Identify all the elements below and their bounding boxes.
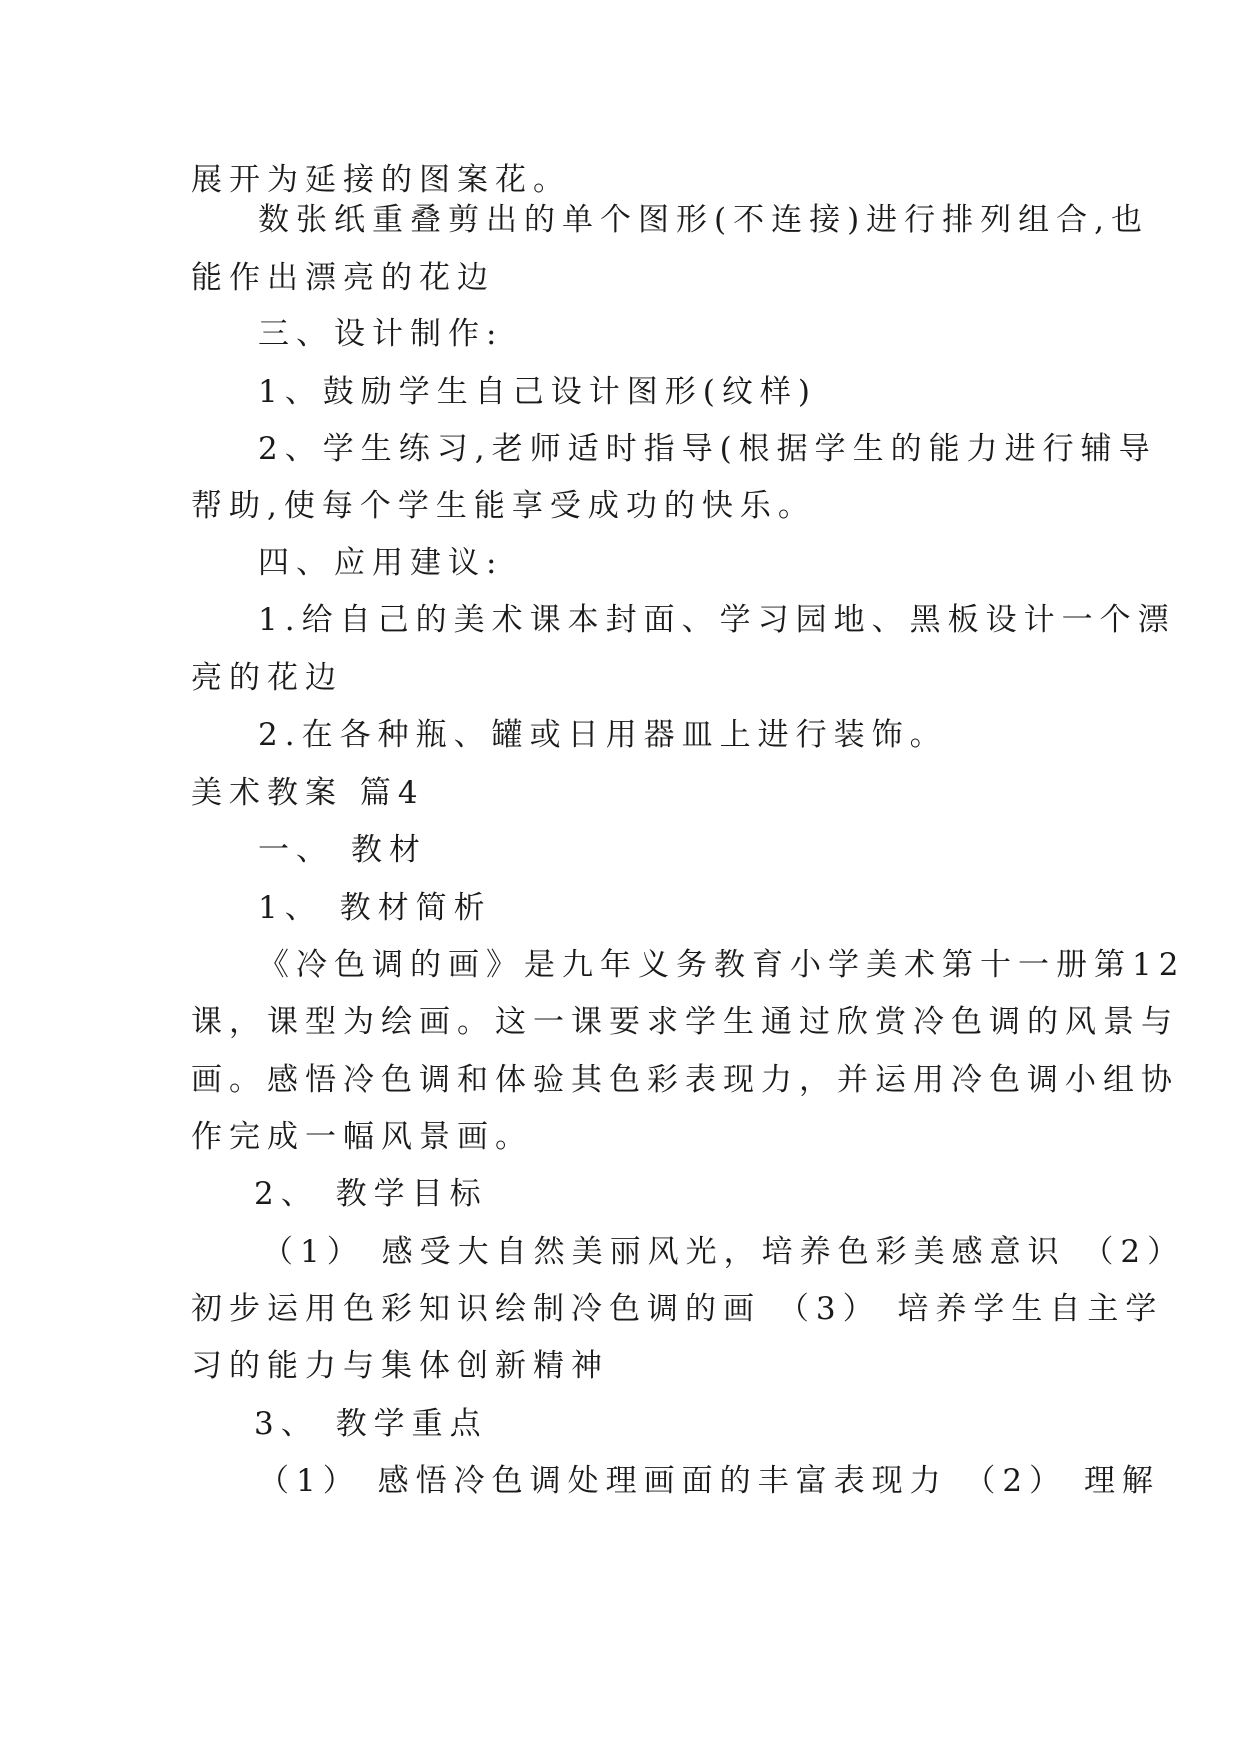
text-line: 数张纸重叠剪出的单个图形(不连接)进行排列组合,也 — [258, 202, 1150, 238]
lesson-title: 美术教案 篇4 — [191, 775, 425, 811]
text-line: 作完成一幅风景画。 — [191, 1119, 533, 1155]
section-heading: 三、设计制作: — [258, 316, 504, 352]
text-line: 课，课型为绘画。这一课要求学生通过欣赏冷色调的风景与 — [191, 1004, 1179, 1040]
text-line: 画。感悟冷色调和体验其色彩表现力，并运用冷色调小组协 — [191, 1062, 1179, 1098]
text-line: 展开为延接的图案花。 — [191, 162, 571, 198]
text-line: 能作出漂亮的花边 — [191, 260, 495, 296]
text-line: 2.在各种瓶、罐或日用器皿上进行装饰。 — [258, 717, 948, 753]
text-line: 《冷色调的画》是九年义务教育小学美术第十一册第12 — [258, 947, 1186, 983]
section-heading: 1、 教材简析 — [258, 890, 492, 926]
text-line: 亮的花边 — [191, 660, 343, 696]
text-line: 1、鼓励学生自己设计图形(纹样) — [258, 374, 817, 410]
section-heading: 一、 教材 — [258, 832, 427, 868]
section-heading: 3、 教学重点 — [254, 1406, 488, 1442]
text-line: 2、学生练习,老师适时指导(根据学生的能力进行辅导 — [258, 431, 1157, 467]
text-line: （1） 感受大自然美丽风光，培养色彩美感意识 （2） — [262, 1234, 1186, 1270]
text-line: 初步运用色彩知识绘制冷色调的画 （3） 培养学生自主学 — [191, 1291, 1164, 1327]
text-line: （1） 感悟冷色调处理画面的丰富表现力 （2） 理解 — [258, 1463, 1161, 1499]
text-line: 1.给自己的美术课本封面、学习园地、黑板设计一个漂 — [258, 602, 1176, 638]
section-heading: 四、应用建议: — [258, 545, 504, 581]
text-line: 帮助,使每个学生能享受成功的快乐。 — [191, 488, 816, 524]
section-heading: 2、 教学目标 — [254, 1176, 488, 1212]
text-line: 习的能力与集体创新精神 — [191, 1348, 609, 1384]
